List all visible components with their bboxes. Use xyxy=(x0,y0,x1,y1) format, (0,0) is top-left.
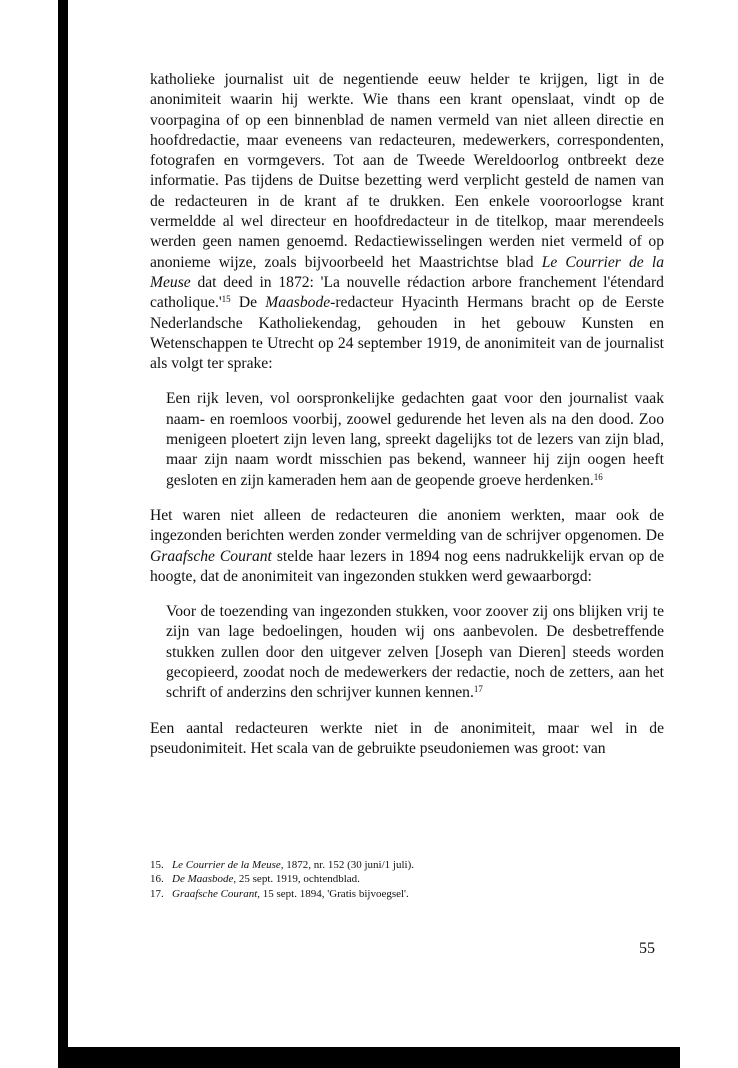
footnotes xyxy=(150,858,664,901)
paragraph-3-text: Een aantal redacteuren werkte niet in de anonimiteit, maar wel in de pseudonimiteit. Het scala van de gebruikte pseudoniemen was groot: van xyxy=(150,719,664,757)
footnote-ref-16: 16 xyxy=(593,471,603,482)
footnote-text: 1872, nr. 152 (30 juni/1 juli). xyxy=(286,859,414,871)
paragraph-1-text-b: dat deed in 1872: 'La nouvelle rédaction arbore franchement l'étendard catholique.' xyxy=(150,273,664,312)
quote-1-text: Een rijk leven, vol oorspronkelijke gedachten gaat voor den journalist vaak naam- en roemloos voorbij, zoowel gedurende het leven als na den dood. Zoo menigeen ploetert zijn leven lang, spreekt dagelijks tot de lezers van zijn blad, maar zijn naam wordt misschien pas bekend, wanneer hij zijn oogen heeft gesloten en zijn kameraden hem aan de geopende groeve herdenken. xyxy=(166,390,664,489)
footnote-number: 16. xyxy=(150,873,164,886)
paragraph-1 xyxy=(150,70,664,374)
footnote-title: Graafsche Courant, xyxy=(172,887,260,900)
title-courrier: Le Courrier de la Meuse xyxy=(150,253,664,291)
paragraph-1-text-a: katholieke journalist uit de negentiende eeuw helder te krijgen, ligt in de anonimiteit waarin hij werkte. Wie thans een krant openslaat, vindt op de voorpagina of op een binnenblad de namen vermeld van niet alleen directie en hoofdredactie, maar eveneens van redacteuren, medewerkers, correspondenten, fotografen en vormgevers. Tot aan de Tweede Wereldoorlog ontbreekt deze informatie. Pas tijdens de Duitse bezetting werd verplicht gesteld de namen van de redacteuren in de krant af te drukken. Een enkele vooroorlogse krant vermeldde al wel directeur en hoofdredacteur in de titelkop, maar merendeels werden geen namen genoemd. Redactiewisselingen werden niet vermeld of op anonieme wijze, zoals bijvoorbeeld het Maastrichtse blad xyxy=(150,71,664,271)
footnote xyxy=(150,887,664,901)
scan-bottom-border xyxy=(58,1047,680,1068)
page-body xyxy=(150,70,664,759)
footnote xyxy=(150,872,664,886)
quote-2 xyxy=(166,602,664,703)
footnote-ref-17: 17 xyxy=(473,684,483,695)
page-number: 55 xyxy=(639,940,655,957)
footnote xyxy=(150,858,664,872)
scan-left-border xyxy=(58,0,68,1068)
paragraph-1-pre: De xyxy=(238,294,258,312)
paragraph-2-text-a: Het waren niet alleen de redacteuren die anoniem werkten, maar ook de ingezonden berichten werden zonder vermelding van de schrijver opgenomen. De xyxy=(150,506,664,545)
paragraph-2 xyxy=(150,506,664,587)
footnote-title: Le Courrier de la Meuse, xyxy=(172,859,284,871)
footnote-number: 17. xyxy=(150,887,164,900)
footnote-text: 25 sept. 1919, ochtendblad. xyxy=(238,873,360,886)
quote-2-text: Voor de toezending van ingezonden stukken, voor zoover zij ons blijken vrij te zijn van lage bedoelingen, houden wij ons aanbevolen. De desbetreffende stukken zullen door den uitgever zelven [Joseph van Dieren] steeds worden gecopieerd, zoodat noch de medewerkers der redactie, noch de zetters, aan het schrift of anderzins den schrijver kunnen kennen. xyxy=(166,603,664,702)
footnote-number: 15. xyxy=(150,859,164,871)
footnote-title: De Maasbode, xyxy=(172,873,237,886)
quote-1 xyxy=(166,389,664,490)
footnote-ref-15: 15 xyxy=(221,294,231,305)
paragraph-3 xyxy=(150,719,664,760)
title-maasbode: Maasbode xyxy=(265,294,331,312)
paragraph-2-text-b: stelde haar lezers in 1894 nog eens nadrukkelijk ervan op de hoogte, dat de anonimiteit van ingezonden stukken werd gewaarborgd: xyxy=(150,547,665,585)
paragraph-1-text-c: -redacteur Hyacinth Hermans bracht op de Eerste Nederlandsche Katholiekendag, gehouden in het gebouw Kunsten en Wetenschappen te Utrecht op 24 september 1919, de anonimiteit van de journalist als volgt ter sprake: xyxy=(150,294,664,373)
title-graafsche: Graafsche Courant xyxy=(150,547,272,565)
footnote-text: 15 sept. 1894, 'Gratis bijvoegsel'. xyxy=(262,887,409,900)
